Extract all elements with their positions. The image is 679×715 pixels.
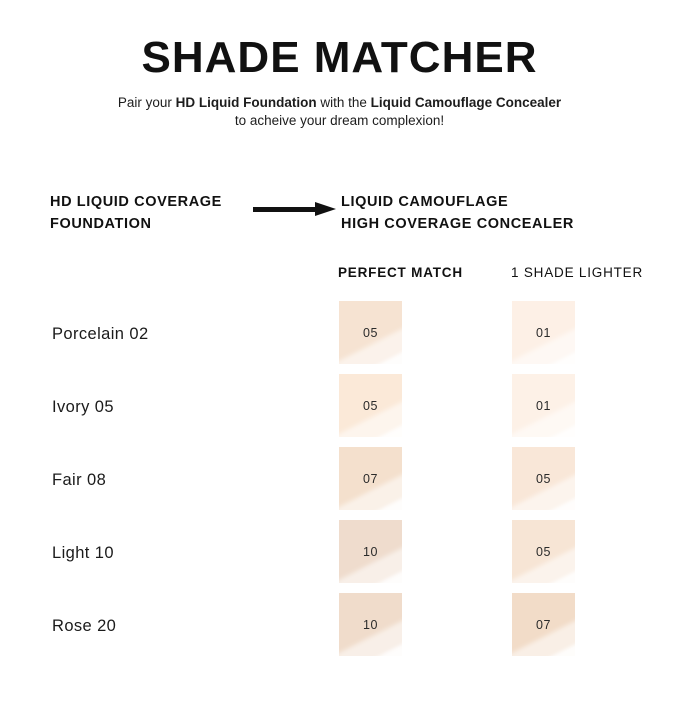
subtitle-line-2: to acheive your dream complexion! xyxy=(234,113,445,129)
foundation-shade-name: Light 10 xyxy=(52,544,114,562)
foundation-shade-name: Rose 20 xyxy=(52,617,117,635)
subtitle-text-1: Pair your xyxy=(117,95,176,110)
swatch-code: 05 xyxy=(363,398,378,413)
shade-matcher-page xyxy=(0,33,679,715)
subtitle-bold-foundation: HD Liquid Foundation xyxy=(175,95,317,110)
concealer-heading-line-2: HIGH COVERAGE CONCEALER xyxy=(341,216,574,233)
foundation-heading-line-1: HD LIQUID COVERAGE xyxy=(50,194,222,210)
swatch-perfect-match xyxy=(339,374,402,437)
swatch-one-shade-lighter xyxy=(512,301,575,364)
foundation-shade-name: Ivory 05 xyxy=(52,398,114,416)
swatch-code: 05 xyxy=(536,544,551,559)
table-row xyxy=(0,447,679,520)
swatch-perfect-match xyxy=(339,447,402,510)
swatch-code: 07 xyxy=(536,617,551,632)
swatch-one-shade-lighter xyxy=(512,447,575,510)
subtitle-text-2: with the xyxy=(316,95,371,110)
column-headings xyxy=(0,191,679,241)
concealer-column-heading xyxy=(341,191,641,236)
shade-table xyxy=(0,301,679,666)
subtitle-bold-concealer: Liquid Camouflage Concealer xyxy=(370,95,562,110)
one-shade-lighter-heading: 1 SHADE LIGHTER xyxy=(511,265,644,280)
page-subtitle xyxy=(0,94,679,130)
arrow-shaft xyxy=(253,207,317,212)
swatch-perfect-match xyxy=(339,301,402,364)
foundation-shade-name: Porcelain 02 xyxy=(52,325,149,343)
foundation-shade-name: Fair 08 xyxy=(52,471,107,489)
swatch-one-shade-lighter xyxy=(512,593,575,656)
swatch-perfect-match xyxy=(339,520,402,583)
table-row xyxy=(0,374,679,447)
arrow-right-icon xyxy=(253,203,336,215)
swatch-code: 10 xyxy=(363,544,378,559)
swatch-code: 05 xyxy=(363,325,378,340)
swatch-code: 07 xyxy=(363,471,378,486)
table-row xyxy=(0,520,679,593)
arrow-head xyxy=(315,202,336,216)
foundation-heading-line-2: FOUNDATION xyxy=(50,216,152,233)
table-row xyxy=(0,593,679,666)
page-title: SHADE MATCHER xyxy=(141,33,538,82)
swatch-code: 10 xyxy=(363,617,378,632)
swatch-one-shade-lighter xyxy=(512,520,575,583)
sub-column-headings xyxy=(0,265,679,285)
foundation-column-heading xyxy=(50,191,265,236)
perfect-match-heading: PERFECT MATCH xyxy=(338,265,463,280)
concealer-heading-line-1: LIQUID CAMOUFLAGE xyxy=(341,194,509,210)
swatch-perfect-match xyxy=(339,593,402,656)
swatch-code: 01 xyxy=(536,398,551,413)
swatch-code: 05 xyxy=(536,471,551,486)
table-row xyxy=(0,301,679,374)
swatch-one-shade-lighter xyxy=(512,374,575,437)
swatch-code: 01 xyxy=(536,325,551,340)
